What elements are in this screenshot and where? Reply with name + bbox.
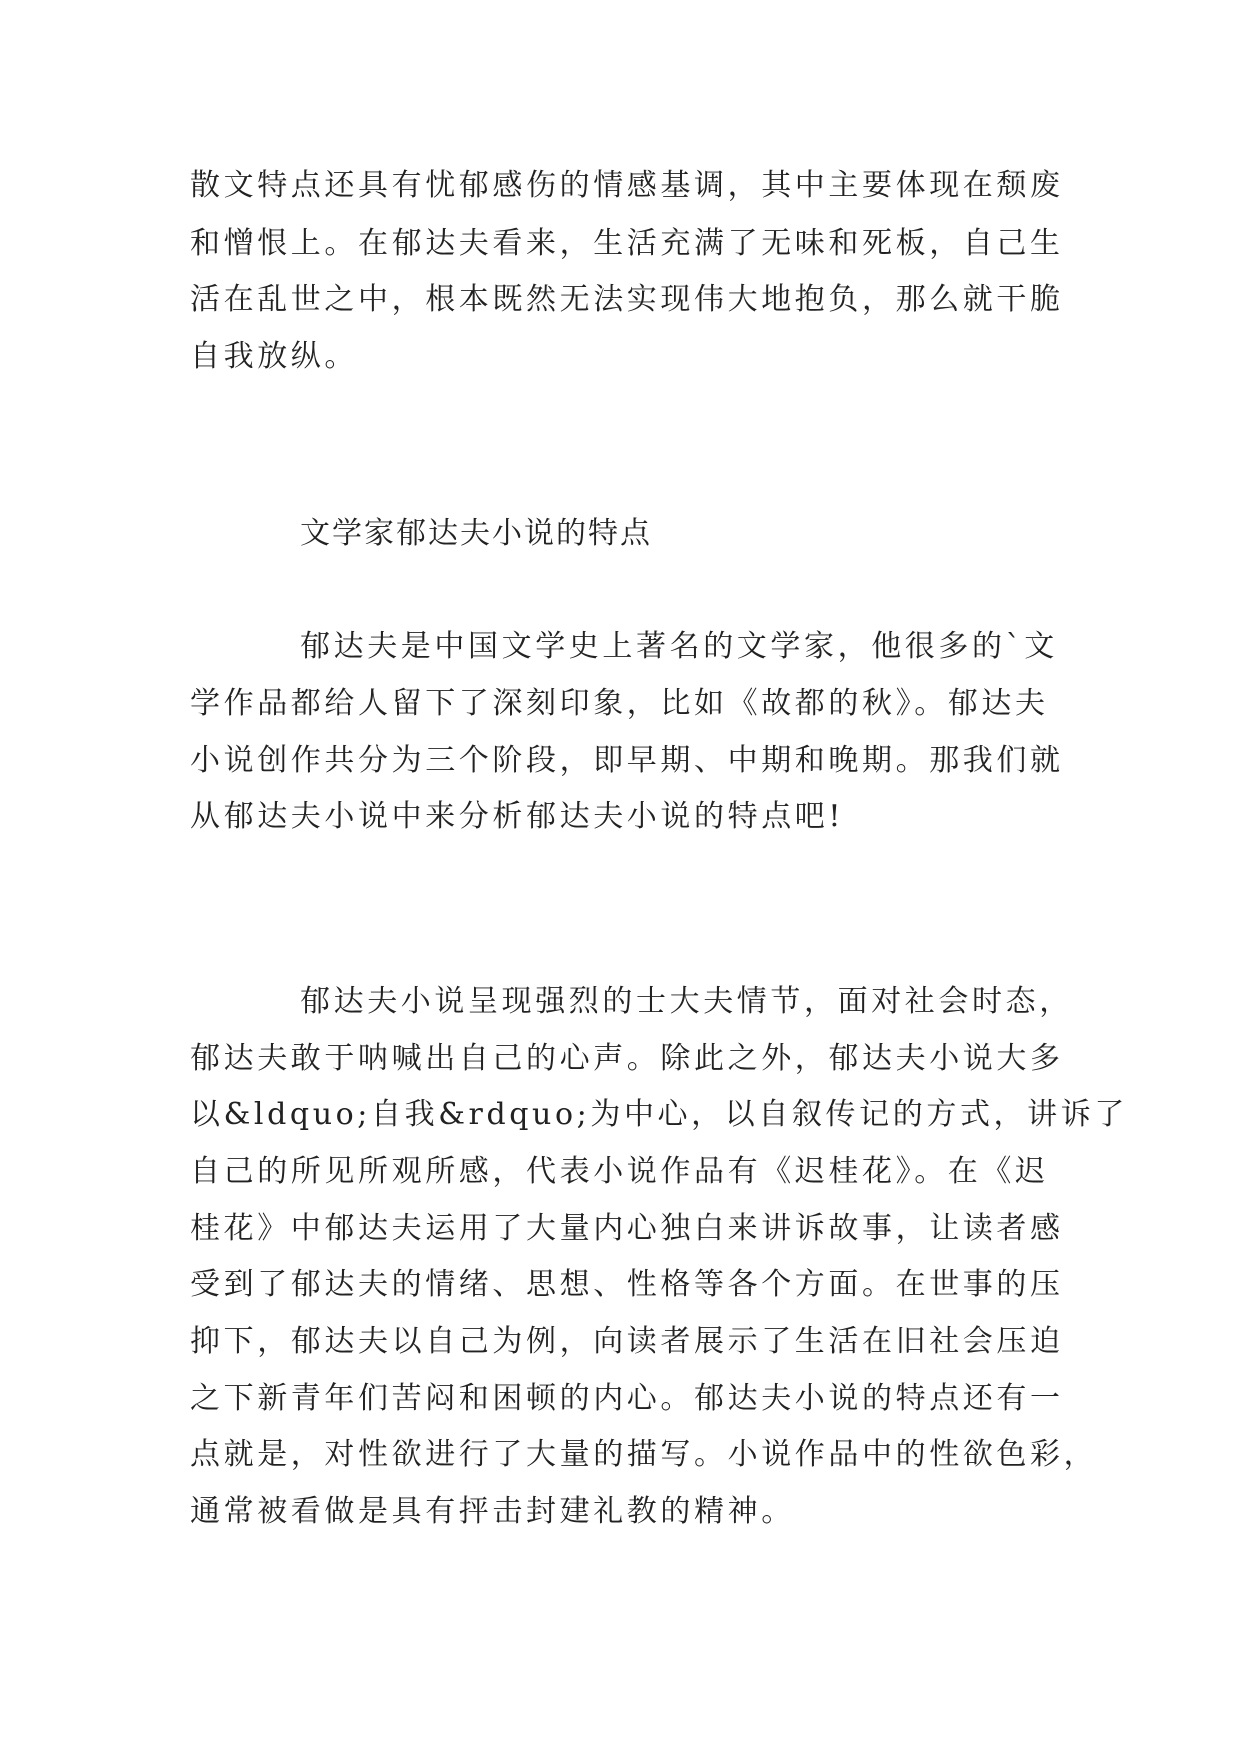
- text-line: 小说创作共分为三个阶段，即早期、中期和晚期。那我们就: [190, 743, 1064, 778]
- text-line: 郁达夫敢于呐喊出自己的心声。除此之外，郁达夫小说大多: [190, 1041, 1064, 1076]
- text-line: 郁达夫是中国文学史上著名的文学家，他很多的`文: [300, 629, 1058, 664]
- text-line: 散文特点还具有忧郁感伤的情感基调，其中主要体现在颓废: [190, 168, 1064, 203]
- text-line: 自我放纵。: [190, 339, 358, 374]
- text-line: 通常被看做是具有抨击封建礼教的精神。: [190, 1494, 795, 1529]
- text-line: 桂花》中郁达夫运用了大量内心独白来讲诉故事，让读者感: [190, 1211, 1064, 1246]
- text-line: 以&ldquo;自我&rdquo;为中心，以自叙传记的方式，讲诉了: [190, 1097, 1128, 1132]
- text-line: 受到了郁达夫的情绪、思想、性格等各个方面。在世事的压: [190, 1267, 1064, 1302]
- text-line: 点就是，对性欲进行了大量的描写。小说作品中的性欲色彩，: [190, 1437, 1098, 1472]
- text-line: 活在乱世之中，根本既然无法实现伟大地抱负，那么就干脆: [190, 282, 1064, 317]
- text-line: 和憎恨上。在郁达夫看来，生活充满了无味和死板，自己生: [190, 226, 1064, 261]
- text-line: 抑下，郁达夫以自己为例，向读者展示了生活在旧社会压迫: [190, 1324, 1064, 1359]
- text-line: 学作品都给人留下了深刻印象，比如《故都的秋》。郁达夫: [190, 686, 1049, 721]
- section-heading: 文学家郁达夫小说的特点: [300, 516, 652, 551]
- text-line: 从郁达夫小说中来分析郁达夫小说的特点吧!: [190, 799, 845, 834]
- text-line: 之下新青年们苦闷和困顿的内心。郁达夫小说的特点还有一: [190, 1381, 1064, 1416]
- text-line: 自己的所见所观所感，代表小说作品有《迟桂花》。在《迟: [190, 1154, 1049, 1189]
- text-line: 郁达夫小说呈现强烈的士大夫情节，面对社会时态，: [300, 984, 1073, 1019]
